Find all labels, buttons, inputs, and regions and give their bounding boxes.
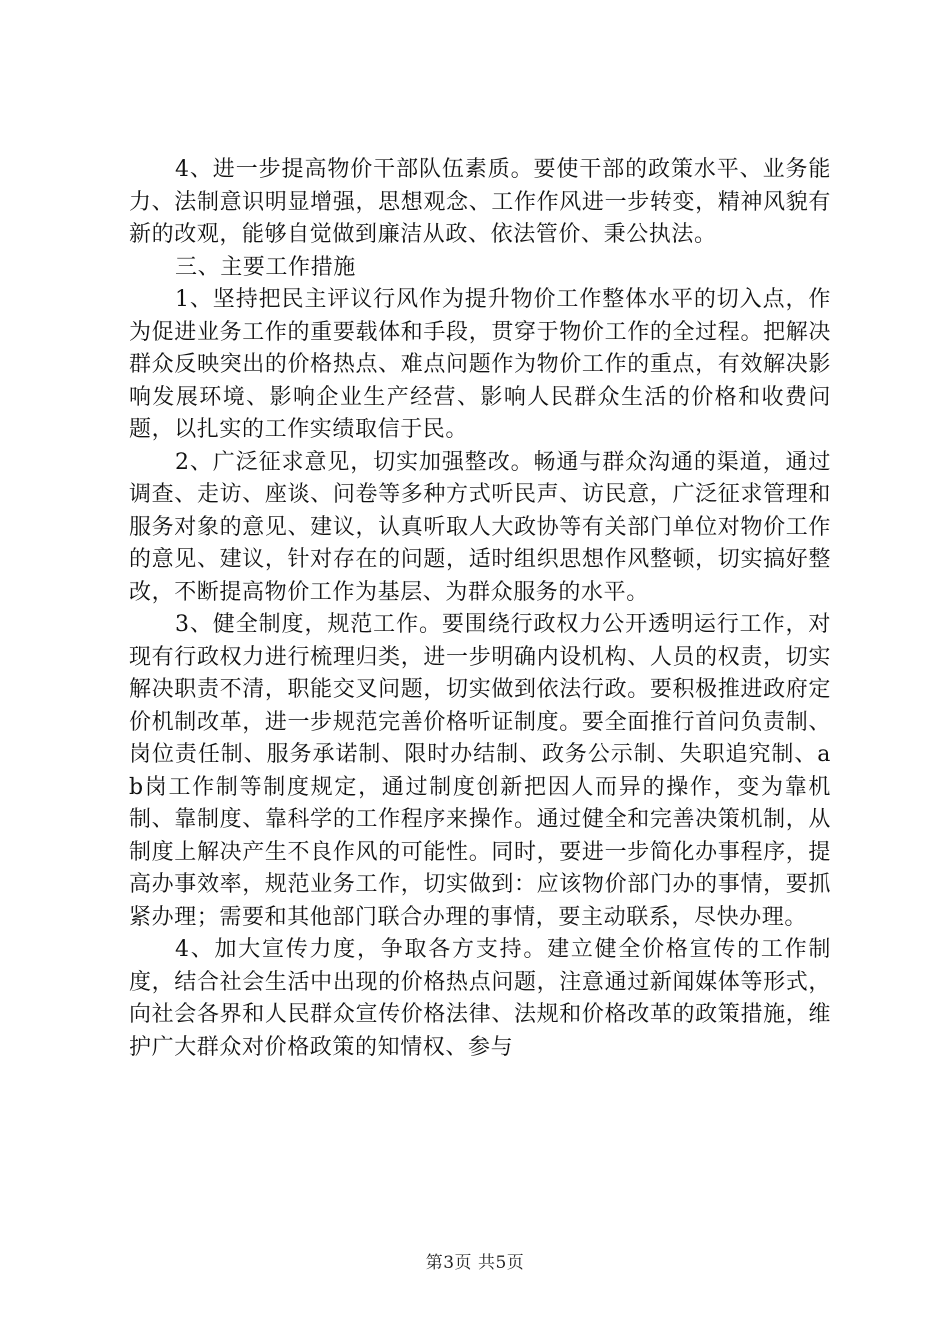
paragraph-measure-4: 4、加大宣传力度，争取各方支持。建立健全价格宣传的工作制度，结合社会生活中出现的价格热点问题，注意通过新闻媒体等形式，向社会各界和人民群众宣传价格法律、法规和价格改革的政策措施，维护广大群众对价格政策的知情权、参与 [129, 937, 831, 1060]
paragraph-cadre-quality: 4、进一步提高物价干部队伍素质。要使干部的政策水平、业务能力、法制意识明显增强，思想观念、工作作风进一步转变，精神风貌有新的改观，能够自觉做到廉洁从政、依法管价、秉公执法。 [129, 157, 831, 247]
paragraph-measure-2: 2、广泛征求意见，切实加强整改。畅通与群众沟通的渠道，通过调查、走访、座谈、问卷等多种方式听民声、访民意，广泛征求管理和服务对象的意见、建议，认真听取人大政协等有关部门单位对物价工作的意见、建议，针对存在的问题，适时组织思想作风整顿，切实搞好整改，不断提高物价工作为基层、为群众服务的水平。 [129, 449, 831, 605]
page-number-footer: 第3页 共5页 [425, 1253, 525, 1273]
document-body [129, 154, 831, 1064]
paragraph-measure-3: 3、健全制度，规范工作。要围绕行政权力公开透明运行工作，对现有行政权力进行梳理归类，进一步明确内设机构、人员的权责，切实解决职责不清，职能交叉问题，切实做到依法行政。要积极推进政府定价机制改革，进一步规范完善价格听证制度。要全面推行首问负责制、岗位责任制、服务承诺制、限时办结制、政务公示制、失职追究制、ab岗工作制等制度规定，通过制度创新把因人而异的操作，变为靠机制、靠制度、靠科学的工作程序来操作。通过健全和完善决策机制，从制度上解决产生不良作风的可能性。同时，要进一步简化办事程序，提高办事效率，规范业务工作，切实做到：应该物价部门办的事情，要抓紧办理；需要和其他部门联合办理的事情，要主动联系，尽快办理。 [129, 612, 831, 930]
section-heading-main-measures: 三、主要工作措施 [175, 254, 356, 280]
paragraph-measure-1: 1、坚持把民主评议行风作为提升物价工作整体水平的切入点，作为促进业务工作的重要载体和手段，贯穿于物价工作的全过程。把解决群众反映突出的价格热点、难点问题作为物价工作的重点，有效解决影响发展环境、影响企业生产经营、影响人民群众生活的价格和收费问题，以扎实的工作实绩取信于民。 [129, 287, 831, 442]
